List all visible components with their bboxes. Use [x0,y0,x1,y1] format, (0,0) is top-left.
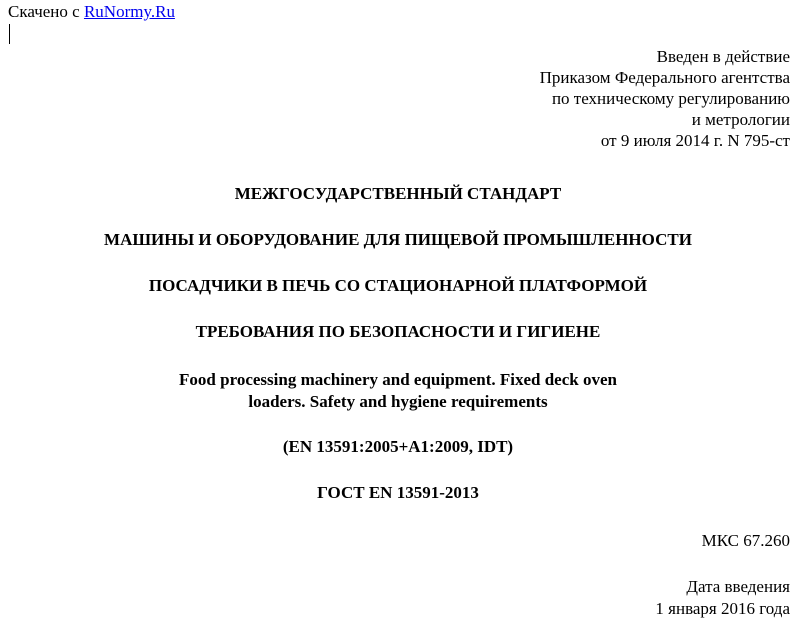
enactment-line: Приказом Федерального агентства [539,68,790,87]
source-prefix: Скачено с [8,2,84,21]
equivalence-note: (EN 13591:2005+A1:2009, IDT) [282,437,514,456]
effective-date-block [655,576,790,620]
enactment-line: от 9 июля 2014 г. N 795-ст [600,131,790,150]
effective-date-label: Дата введения [686,577,790,596]
english-title-line: Food processing machinery and equipment. Fixed deck oven [179,370,617,389]
text-cursor [9,24,10,44]
english-title [0,369,790,413]
enactment-block [290,46,790,151]
aspect-heading: ТРЕБОВАНИЯ ПО БЕЗОПАСНОСТИ И ГИГИЕНЕ [195,322,601,341]
source-link[interactable]: RuNormy.Ru [83,2,175,21]
effective-date-value: 1 января 2016 года [655,599,790,618]
enactment-line: по техническому регулированию [551,89,790,108]
group-heading: МАШИНЫ И ОБОРУДОВАНИЕ ДЛЯ ПИЩЕВОЙ ПРОМЫШЛЕННОСТИ [104,230,692,249]
standard-type-heading: МЕЖГОСУДАРСТВЕННЫЙ СТАНДАРТ [234,184,562,203]
enactment-line: Введен в действие [656,47,790,66]
standard-designation: ГОСТ EN 13591-2013 [317,483,479,502]
subject-heading: ПОСАДЧИКИ В ПЕЧЬ СО СТАЦИОНАРНОЙ ПЛАТФОРМОЙ [148,276,648,295]
mks-code: МКС 67.260 [701,531,790,550]
english-title-line: loaders. Safety and hygiene requirements [248,392,548,411]
enactment-line: и метрологии [691,110,790,129]
source-line [8,2,175,21]
